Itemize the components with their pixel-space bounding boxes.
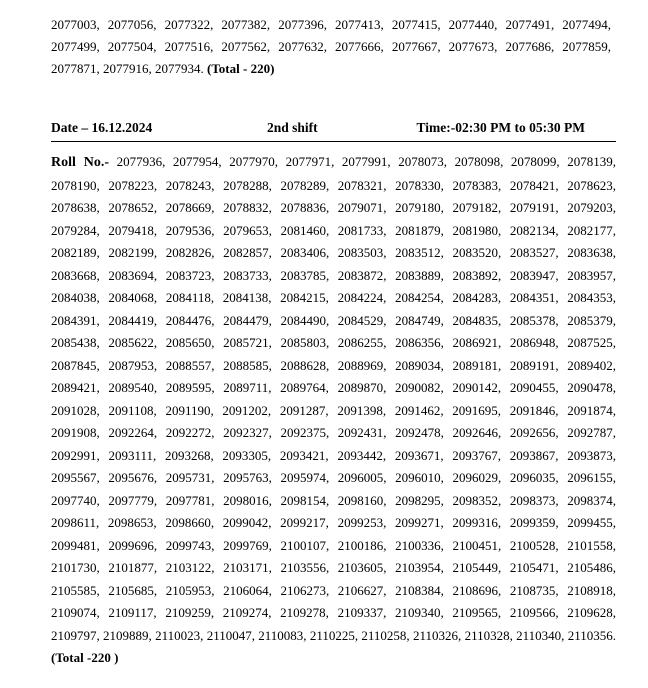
roll-label: Roll No.-: [51, 155, 109, 170]
session-time: Time:-02:30 PM to 05:30 PM: [416, 120, 585, 135]
session-header: [51, 120, 611, 140]
roll-list: [51, 151, 616, 670]
session-shift: 2nd shift: [267, 120, 318, 135]
previous-total: (Total - 220): [207, 61, 275, 76]
previous-roll-list: [51, 14, 611, 80]
session-date: Date – 16.12.2024: [51, 120, 153, 135]
header-divider: [51, 141, 616, 142]
roll-numbers: 2077936, 2077954, 2077970, 2077971, 2077991, 2078073, 2078098, 2078099, 2078139, 2078190, 2078223, 2078243, 2078288, 2078289, 2078321, 2078330, 2078383, 2078421, 2078623, 2078638, 2078652, 2078669, 2078832, 2078836, 2079071, 2079180, 2079182, 2079191, 2079203, 2079284, 2079418, 2079536, 2079653, 2081460, 2081733, 2081879, 2081980, 2082134, 2082177, 2082189, 2082199, 2082826, 2082857, 2083406, 2083503, 2083512, 2083520, 2083527, 2083638, 2083668, 2083694, 2083723, 2083733, 2083785, 2083872, 2083889, 2083892, 2083947, 2083957, 2084038, 2084068, 2084118, 2084138, 2084215, 2084224, 2084254, 2084283, 2084351, 2084353, 2084391, 2084419, 2084476, 2084479, 2084490, 2084529, 2084749, 2084835, 2085378, 2085379, 2085438, 2085622, 2085650, 2085721, 2085803, 2086255, 2086356, 2086921, 2086948, 2087525, 2087845, 2087953, 2088557, 2088585, 2088628, 2088969, 2089034, 2089181, 2089191, 2089402, 2089421, 2089540, 2089595, 2089711, 2089764, 2089870, 2090082, 2090142, 2090455, 2090478, 2091028, 2091108, 2091190, 2091202, 2091287, 2091398, 2091462, 2091695, 2091846, 2091874, 2091908, 2092264, 2092272, 2092327, 2092375, 2092431, 2092478, 2092646, 2092656, 2092787, 2092991, 2093111, 2093268, 2093305, 2093421, 2093442, 2093671, 2093767, 2093867, 2093873, 2095567, 2095676, 2095731, 2095763, 2095974, 2096005, 2096010, 2096029, 2096035, 2096155, 2097740, 2097779, 2097781, 2098016, 2098154, 2098160, 2098295, 2098352, 2098373, 2098374, 2098611, 2098653, 2098660, 2099042, 2099217, 2099253, 2099271, 2099316, 2099359, 2099455, 2099481, 2099696, 2099743, 2099769, 2100107, 2100186, 2100336, 2100451, 2100528, 2101558, 2101730, 2101877, 2103122, 2103171, 2103556, 2103605, 2103954, 2105449, 2105471, 2105486, 2105585, 2105685, 2105953, 2106064, 2106273, 2106627, 2108384, 2108696, 2108735, 2108918, 2109074, 2109117, 2109259, 2109274, 2109278, 2109337, 2109340, 2109565, 2109566, 2109628, 2109797, 2109889, 2110023, 2110047, 2110083, 2110225, 2110258, 2110326, 2110328, 2110340, 2110356.: [51, 154, 617, 643]
roll-total: (Total -220 ): [51, 650, 119, 665]
previous-roll-numbers: 2077003, 2077056, 2077322, 2077382, 2077396, 2077413, 2077415, 2077440, 2077491, 2077494, 2077499, 2077504, 2077516, 2077562, 2077632, 2077666, 2077667, 2077673, 2077686, 2077859, 2077871, 2077916, 2077934.: [51, 17, 611, 76]
